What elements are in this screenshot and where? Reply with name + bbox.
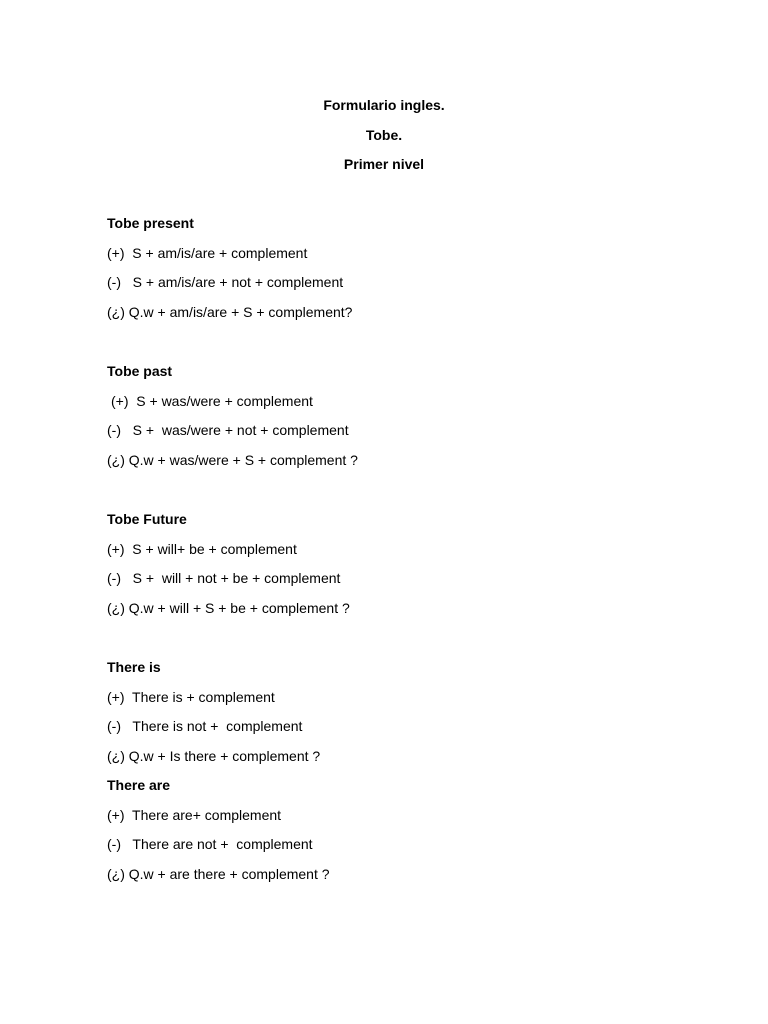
section-tobe-future bbox=[107, 505, 707, 623]
formula-negative: (-) S + will + not + be + complement bbox=[107, 570, 341, 587]
section-heading: Tobe present bbox=[107, 215, 194, 231]
formula-positive: (+) S + am/is/are + complement bbox=[107, 244, 308, 261]
document-title: Formulario ingles. bbox=[323, 97, 445, 113]
section-there-are bbox=[107, 771, 707, 889]
formula-positive: (+) S + was/were + complement bbox=[111, 392, 313, 409]
section-heading: Tobe past bbox=[107, 362, 173, 379]
formula-negative: (-) S + was/were + not + complement bbox=[107, 422, 349, 439]
formula-positive: (+) S + will+ be + complement bbox=[107, 540, 297, 557]
document-title-block bbox=[0, 91, 768, 180]
formula-negative: (-) S + am/is/are + not + complement bbox=[107, 274, 344, 291]
formula-question: (¿) Q.w + was/were + S + complement ? bbox=[107, 451, 358, 468]
formula-question: (¿) Q.w + Is there + complement ? bbox=[107, 747, 321, 764]
section-heading: There is bbox=[107, 658, 161, 675]
document-content bbox=[107, 209, 707, 890]
section-spacer bbox=[107, 623, 707, 653]
section-heading: There are bbox=[107, 777, 171, 794]
formula-positive: (+) There is + complement bbox=[107, 688, 275, 705]
section-heading: Tobe Future bbox=[107, 510, 187, 527]
formula-question: (¿) Q.w + will + S + be + complement ? bbox=[107, 599, 350, 616]
section-there-is bbox=[107, 653, 707, 771]
section-spacer bbox=[107, 475, 707, 505]
formula-positive: (+) There are+ complement bbox=[107, 806, 282, 823]
document-level: Primer nivel bbox=[343, 156, 425, 173]
formula-negative: (-) There is not + complement bbox=[107, 718, 303, 735]
section-tobe-past bbox=[107, 357, 707, 475]
document-subtitle: Tobe. bbox=[365, 126, 403, 143]
section-tobe-present bbox=[107, 209, 707, 327]
formula-negative: (-) There are not + complement bbox=[107, 836, 313, 853]
formula-question: (¿) Q.w + am/is/are + S + complement? bbox=[107, 303, 353, 320]
section-spacer bbox=[107, 327, 707, 357]
formula-question: (¿) Q.w + are there + complement ? bbox=[107, 866, 330, 883]
